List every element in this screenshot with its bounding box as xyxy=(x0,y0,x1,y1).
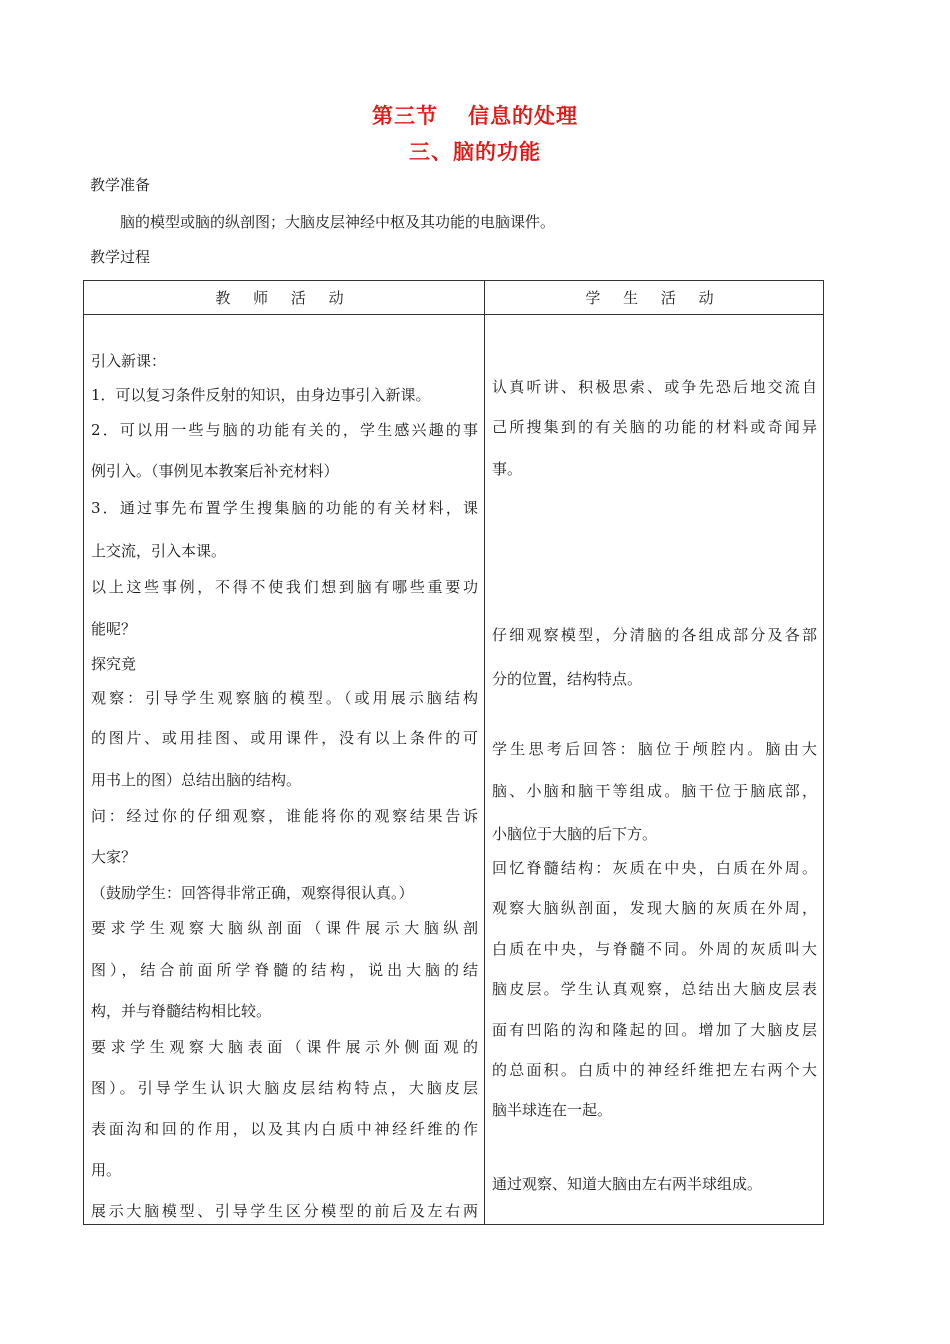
student-line: 分的位置，结构特点。 xyxy=(492,670,643,688)
teacher-line: 上交流，引入本课。 xyxy=(91,542,227,560)
student-line: 己所搜集到的有关脑的功能的材料或奇闻异 xyxy=(492,418,817,436)
student-line: 白质在中央，与脊髓不同。外周的灰质叫大 xyxy=(492,940,817,958)
teacher-line: 要求学生观察大脑表面（课件展示外侧面观的 xyxy=(91,1038,478,1056)
lesson-subtitle: 三、脑的功能 xyxy=(409,140,541,164)
lesson-table xyxy=(83,280,824,1225)
teacher-line: 1．可以复习条件反射的知识，由身边事引入新课。 xyxy=(91,386,431,404)
teacher-line: 探究竟 xyxy=(91,655,137,673)
student-line: 面有凹陷的沟和隆起的回。增加了大脑皮层 xyxy=(492,1021,817,1039)
teacher-line: 用书上的图）总结出脑的结构。 xyxy=(91,771,302,789)
student-line: 事。 xyxy=(492,460,523,478)
student-column-header: 学 生 活 动 xyxy=(485,281,824,315)
preparation-label: 教学准备 xyxy=(90,176,151,194)
student-line: 脑半球连在一起。 xyxy=(492,1101,613,1119)
teacher-line: 展示大脑模型、引导学生区分模型的前后及左右两 xyxy=(91,1202,478,1220)
teacher-line: 表面沟和回的作用，以及其内白质中神经纤维的作 xyxy=(91,1120,478,1138)
teacher-line: 构，并与脊髓结构相比较。 xyxy=(91,1002,272,1020)
teacher-line: 问：经过你的仔细观察，谁能将你的观察结果告诉 xyxy=(91,807,478,825)
teacher-line: 能呢？ xyxy=(91,620,137,638)
section-title xyxy=(0,100,950,130)
teacher-line: 例引入。（事例见本教案后补充材料） xyxy=(91,462,339,480)
teacher-line: 观察：引导学生观察脑的模型。（或用展示脑结构 xyxy=(91,689,478,707)
table-header-row xyxy=(84,281,824,315)
student-line: 脑皮层。学生认真观察，总结出大脑皮层表 xyxy=(492,980,817,998)
teacher-line: 大家？ xyxy=(91,848,137,866)
teacher-line: 3．通过事先布置学生搜集脑的功能的有关材料，课 xyxy=(91,499,478,517)
preparation-content: 脑的模型或脑的纵剖图；大脑皮层神经中枢及其功能的电脑课件。 xyxy=(120,213,556,231)
teacher-line: 图）。引导学生认识大脑皮层结构特点，大脑皮层 xyxy=(91,1079,478,1097)
student-line: 通过观察、知道大脑由左右两半球组成。 xyxy=(492,1175,763,1193)
teacher-line: 以上这些事例，不得不使我们想到脑有哪些重要功 xyxy=(91,578,478,596)
student-line: 仔细观察模型，分清脑的各组成部分及各部 xyxy=(492,626,817,644)
student-activity-cell xyxy=(485,315,824,1225)
teacher-line: 要求学生观察大脑纵剖面（课件展示大脑纵剖 xyxy=(91,919,478,937)
student-line: 的总面积。白质中的神经纤维把左右两个大 xyxy=(492,1061,817,1079)
student-line: 学生思考后回答：脑位于颅腔内。脑由大 xyxy=(492,740,817,758)
student-line: 认真听讲、积极思索、或争先恐后地交流自 xyxy=(492,378,817,396)
teacher-line: 2．可以用一些与脑的功能有关的，学生感兴趣的事 xyxy=(91,421,478,439)
teacher-line: 图），结合前面所学脊髓的结构，说出大脑的结 xyxy=(91,961,478,979)
teacher-column-header: 教 师 活 动 xyxy=(84,281,485,315)
table-body-row xyxy=(84,315,824,1225)
teacher-line: 的图片、或用挂图、或用课件，没有以上条件的可 xyxy=(91,729,478,747)
section-number: 第三节 xyxy=(372,104,438,128)
student-line: 回忆脊髓结构：灰质在中央，白质在外周。 xyxy=(492,859,817,877)
student-line: 观察大脑纵剖面，发现大脑的灰质在外周， xyxy=(492,899,817,917)
teacher-line: （鼓励学生：回答得非常正确，观察得很认真。） xyxy=(91,884,414,902)
student-line: 脑、小脑和脑干等组成。脑干位于脑底部， xyxy=(492,782,817,800)
teacher-line: 用。 xyxy=(91,1161,122,1179)
section-topic: 信息的处理 xyxy=(468,104,578,128)
teacher-line: 引入新课： xyxy=(91,352,167,370)
student-line: 小脑位于大脑的后下方。 xyxy=(492,825,658,843)
teacher-activity-cell xyxy=(84,315,485,1225)
process-label: 教学过程 xyxy=(90,248,151,266)
